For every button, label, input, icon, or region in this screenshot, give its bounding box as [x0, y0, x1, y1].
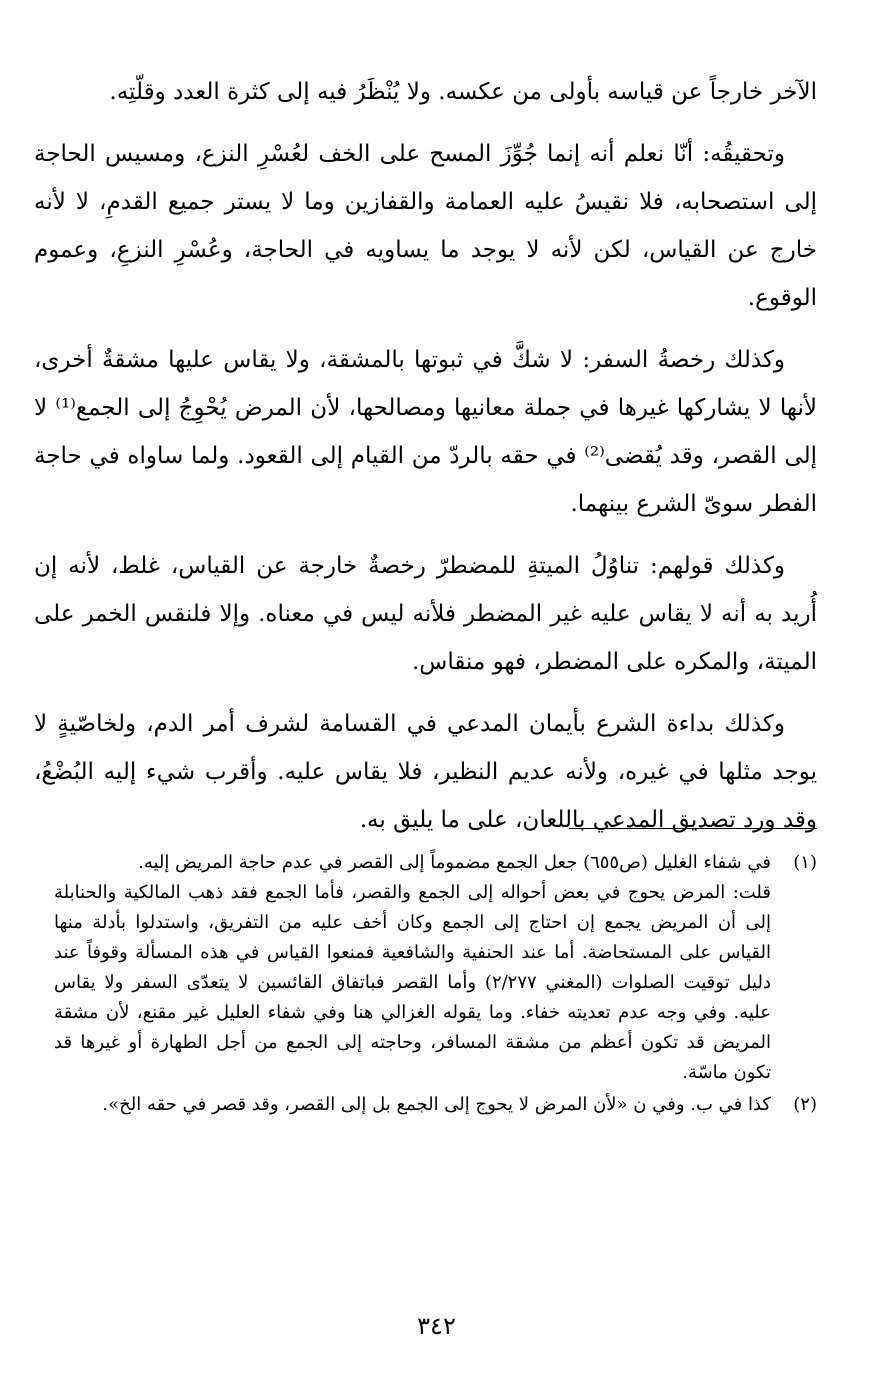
footnote-body: [54, 1090, 771, 1120]
footnotes: [54, 848, 817, 1122]
footnote-number: (٢): [793, 1094, 817, 1115]
footnote-2: [54, 1090, 817, 1120]
paragraph-5: وكذلك بداءة الشرع بأيمان المدعي في القسامة لشرف أمر الدم، ولخاصّيةٍ لا يوجد مثلها في غيره، ولأنه عديم النظير، فلا يقاس عليه. وأقرب شيء إليه البُضْعُ، وقد ورد تصديق المدعي باللعان، على ما يليق به.: [34, 711, 817, 833]
paragraph-3: وكذلك رخصةُ السفر: لا شكَّ في ثبوتها بالمشقة، ولا يقاس عليها مشقةٌ أخرى، لأنها لا يشاركها غيرها في جملة معانيها ومصالحها، لأن المرض يُحْوِجُ إلى الجمع⁽¹⁾ لا إلى القصر، وقد يُقضى⁽²⁾ في حقه بالردّ من القيام إلى القعود. ولما ساواه في حاجة الفطر سوىّ الشرع بينهما.: [34, 347, 818, 517]
paragraph-2: وتحقيقُه: أنّا نعلم أنه إنما جُوِّزَ المسح على الخف لعُسْرِ النزع، ومسيس الحاجة إلى استصحابه، فلا نقيسُ عليه العمامة والقفازين وما لا يستر جميع القدمِ، لا لأنه خارج عن القياس، لكن لأنه لا يوجد ما يساويه في الحاجة، وعُسْرِ النزعِ، وعموم الوقوع.: [34, 141, 817, 311]
footnote-line: كذا في ب. وفي ن «لأن المرض لا يحوج إلى الجمع بل إلى القصر، وقد قصر في حقه الخ».: [102, 1094, 771, 1115]
footnote-line: قلت: المرض يحوج في بعض أحواله إلى الجمع والقصر، فأما الجمع فقد ذهب المالكية والحنابلة إلى أن المريض يجمع إن احتاج إلى الجمع وكان أخف عليه من التفريق، واستدلوا بأدلة منها القياس على المستحاضة. أما عند الحنفية والشافعية فمنعوا القياس في هذه المسألة وقوفاً عند دليل توقيت الصلوات (المغني ٢/٢٧٧) وأما القصر فباتفاق القائسين لا يتعدّى السفر ولا يقاس عليه. وفي وجه عدم تعديته خفاء. وما يقوله الغزالي هنا وفي شفاء العليل غير مقنع، لأن مشقة المريض قد تكون أعظم من مشقة المسافر، وحاجته إلى الجمع من أجل الطهارة أو غيرها قد تكون ماسّة.: [54, 882, 771, 1083]
footnote-1: [54, 848, 817, 1088]
main-text: [34, 68, 817, 858]
footnote-line: في شفاء الغليل (ص٦٥٥) جعل الجمع مضموماً إلى القصر في عدم حاجة المريض إليه.: [138, 852, 771, 873]
footnote-number: (١): [793, 852, 817, 873]
footnote-body: [54, 848, 771, 1088]
page-number: ٣٤٢: [417, 1312, 456, 1340]
paragraph-4: وكذلك قولهم: تناوُلُ الميتةِ للمضطرّ رخصةٌ خارجة عن القياس، غلط، لأنه إن أُريد به أنه لا يقاس عليه غير المضطر فلأنه ليس في معناه. وإلا فلنقس الخمر على الميتة، والمكره على المضطر، فهو منقاس.: [34, 553, 817, 675]
footnote-divider: [569, 828, 817, 829]
paragraph-1: الآخر خارجاً عن قياسه بأولى من عكسه. ولا يُنْظَرُ فيه إلى كثرة العدد وقلّتِه.: [109, 79, 817, 105]
